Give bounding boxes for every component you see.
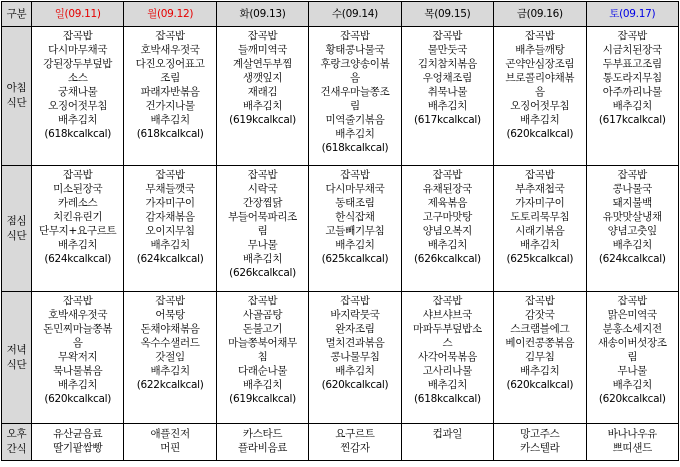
menu-item: (625kcalkcal) xyxy=(506,253,574,265)
menu-item: 카스텔라 xyxy=(520,442,560,454)
menu-item: 시락국 xyxy=(247,183,278,195)
menu-item: 후랑크양송이볶 xyxy=(320,58,390,70)
snack-cell-day-6 xyxy=(586,424,678,461)
menu-item: 새송이버섯장조 xyxy=(597,337,667,349)
menu-item: 소스 xyxy=(67,72,88,84)
lunch-label-line: 식단 xyxy=(6,229,27,242)
dinner-cell-day-4 xyxy=(401,292,493,424)
menu-item: 김무침 xyxy=(525,351,555,363)
menu-item: 물만둣국 xyxy=(427,44,468,56)
menu-item: 카스타드 xyxy=(242,428,283,440)
menu-item: 부추재첩국 xyxy=(515,183,565,195)
menu-item: 콩나물국 xyxy=(612,183,652,195)
menu-item: 음 xyxy=(350,72,360,84)
menu-item: 돈불고기 xyxy=(242,323,283,335)
menu-item: 시금치된장국 xyxy=(602,44,662,56)
menu-item: 침 xyxy=(257,351,268,363)
menu-item: 배추김치 xyxy=(150,239,190,251)
menu-item: 림 xyxy=(350,100,360,112)
menu-item: 두부표고조림 xyxy=(602,58,662,70)
snack-row xyxy=(2,424,679,461)
lunch-cell-day-4 xyxy=(401,166,493,292)
menu-item: 황태콩나물국 xyxy=(325,44,385,56)
menu-item: 잡곡밥 xyxy=(340,295,370,307)
menu-item: 배추김치 xyxy=(520,239,560,251)
dinner-label-line: 저녁 xyxy=(6,343,27,356)
menu-item: 잡곡밥 xyxy=(525,295,555,307)
menu-item: (626kcalkcal) xyxy=(229,267,296,279)
day-header-sat: 토(09.17) xyxy=(586,2,678,27)
lunch-cell-day-0 xyxy=(32,166,124,292)
menu-item: 무왁저지 xyxy=(58,351,98,363)
menu-item: (620kcalkcal) xyxy=(321,379,389,391)
breakfast-cell-day-5 xyxy=(494,27,586,166)
menu-item: 다시마무채국 xyxy=(325,183,385,195)
menu-item: 림 xyxy=(627,351,638,363)
dinner-label-line: 식단 xyxy=(6,358,27,371)
menu-item: 오징어젓무침 xyxy=(48,100,108,112)
menu-item: 배추김치 xyxy=(58,239,98,251)
dinner-row xyxy=(2,292,679,424)
menu-item: 고구마맛탕 xyxy=(422,211,472,223)
menu-item: 바나나우유 xyxy=(607,428,657,440)
menu-item: (620kcalkcal) xyxy=(598,393,666,405)
menu-item: 배추김치 xyxy=(335,239,375,251)
lunch-cell-day-2 xyxy=(216,166,308,292)
menu-item: 잡곡밥 xyxy=(617,169,648,181)
menu-item: 마파두부덮밥소 xyxy=(412,323,482,335)
menu-item: 가자미구이 xyxy=(515,197,565,209)
menu-item: (622kcalkcal) xyxy=(136,379,204,391)
menu-item: 동태조림 xyxy=(335,197,375,209)
day-header-wed: 수(09.14) xyxy=(309,2,401,27)
menu-item: 사골곰탕 xyxy=(242,309,283,321)
menu-item: 콩나물무침 xyxy=(330,351,380,363)
menu-item: 잡곡밥 xyxy=(617,30,648,42)
menu-item: 찐감자 xyxy=(340,442,370,454)
menu-item: 제육볶음 xyxy=(427,197,468,209)
menu-item: 고사리나물 xyxy=(422,365,472,377)
menu-item: 잡곡밥 xyxy=(340,30,370,42)
menu-item: 취묵나물 xyxy=(427,86,468,98)
snack-label xyxy=(2,424,32,461)
lunch-row xyxy=(2,166,679,292)
menu-item: 마늘쫑북어채무 xyxy=(228,337,297,349)
menu-item: (620kcalkcal) xyxy=(506,379,574,391)
menu-item: (624kcalkcal) xyxy=(598,253,666,265)
dinner-cell-day-0 xyxy=(32,292,124,424)
menu-item: 배추김치 xyxy=(58,379,98,391)
menu-item: 묵나물볶음 xyxy=(53,365,103,377)
dinner-cell-day-5 xyxy=(494,292,586,424)
lunch-cell-day-5 xyxy=(494,166,586,292)
menu-item: 배추김치 xyxy=(612,100,652,112)
menu-item: 유채된장국 xyxy=(422,183,472,195)
menu-item: (618kcalkcal) xyxy=(44,128,112,140)
corner-header: 구분 xyxy=(2,2,32,27)
menu-item: 양념오복지 xyxy=(422,225,472,237)
menu-item: (625kcalkcal) xyxy=(321,253,389,265)
menu-item: 잡곡밥 xyxy=(247,169,278,181)
dinner-label xyxy=(2,292,32,424)
day-header-thu: 목(09.15) xyxy=(401,2,493,27)
menu-item: 잡곡밥 xyxy=(247,30,278,42)
menu-item: 배추김치 xyxy=(335,365,375,377)
menu-item: 궁채나물 xyxy=(58,86,98,98)
menu-item: 건가지나물 xyxy=(145,100,195,112)
day-header-fri: 금(09.16) xyxy=(494,2,586,27)
snack-cell-day-1 xyxy=(124,424,216,461)
menu-item: 호박새우젓국 xyxy=(48,309,108,321)
menu-item: 우엉채조림 xyxy=(422,72,472,84)
menu-item: (617kcalkcal) xyxy=(414,114,481,126)
menu-item: 생깻잎지 xyxy=(242,72,283,84)
breakfast-cell-day-6 xyxy=(586,27,678,166)
menu-item: 고들빼기무침 xyxy=(325,225,385,237)
snack-label-line: 간식 xyxy=(6,443,27,455)
menu-item: (618kcalkcal) xyxy=(136,128,204,140)
menu-item: 잡곡밥 xyxy=(432,30,463,42)
menu-item: 무나물 xyxy=(617,365,648,377)
menu-item: 미소된장국 xyxy=(53,183,103,195)
menu-item: 컵과일 xyxy=(432,428,463,440)
menu-item: 멸치견과볶음 xyxy=(325,337,385,349)
menu-item: 애플진저 xyxy=(150,428,190,440)
snack-label-line: 오후 xyxy=(6,428,27,440)
menu-item: 카레소스 xyxy=(58,197,98,209)
menu-item: 오이지무침 xyxy=(145,225,195,237)
menu-item: 딸기팥쌈빵 xyxy=(53,442,103,454)
menu-item: 배추김치 xyxy=(242,100,283,112)
menu-item: 배추김치 xyxy=(427,379,468,391)
menu-item: 돈민찌마늘쫑볶 xyxy=(43,323,113,335)
menu-item: 샤브샤브국 xyxy=(422,309,472,321)
snack-cell-day-5 xyxy=(494,424,586,461)
menu-item: 망고주스 xyxy=(520,428,560,440)
menu-item: 무채들깻국 xyxy=(145,183,195,195)
breakfast-cell-day-4 xyxy=(401,27,493,166)
menu-item: 무나물 xyxy=(247,239,278,251)
menu-item: (618kcalkcal) xyxy=(414,393,481,405)
menu-item: 갓절임 xyxy=(155,351,185,363)
menu-item: 아주까리나물 xyxy=(602,86,662,98)
menu-item: 단무지+요구르트 xyxy=(39,225,117,237)
menu-item: 부들어묵파리조 xyxy=(228,211,297,223)
menu-item: 어묵탕 xyxy=(155,309,185,321)
menu-item: 잡곡밥 xyxy=(155,295,185,307)
menu-item: 완자조림 xyxy=(335,323,375,335)
menu-item: 조림 xyxy=(160,72,180,84)
menu-item: 림 xyxy=(257,225,268,237)
menu-item: 잡곡밥 xyxy=(155,30,185,42)
menu-item: 건새우마늘쫑조 xyxy=(320,86,390,98)
menu-item: 곤약안심장조림 xyxy=(505,58,575,70)
menu-item: 잡곡밥 xyxy=(62,169,93,181)
menu-item: 잡곡밥 xyxy=(432,169,463,181)
menu-item: 맑은미역국 xyxy=(607,309,657,321)
menu-item: (619kcalkcal) xyxy=(229,114,296,126)
menu-item: 배추김치 xyxy=(520,365,560,377)
breakfast-label-line: 식단 xyxy=(6,97,27,109)
menu-item: 감자채볶음 xyxy=(145,211,195,223)
breakfast-cell-day-1 xyxy=(124,27,216,166)
menu-item: 머핀 xyxy=(160,442,180,454)
menu-item: (619kcalkcal) xyxy=(229,393,296,405)
menu-item: 통도라지무침 xyxy=(602,72,662,84)
day-header-tue: 화(09.13) xyxy=(216,2,308,27)
menu-item: 바지락뭇국 xyxy=(330,309,380,321)
snack-cell-day-2 xyxy=(216,424,308,461)
menu-item: (618kcalkcal) xyxy=(321,142,389,154)
menu-item: 배추김치 xyxy=(612,239,652,251)
menu-item: 음 xyxy=(534,86,545,98)
menu-item: 배추김치 xyxy=(150,365,190,377)
snack-cell-day-0 xyxy=(32,424,124,461)
menu-item: 배추김치 xyxy=(520,114,560,126)
menu-item: 간장찜닭 xyxy=(242,197,283,209)
menu-item: 배추김치 xyxy=(612,379,652,391)
menu-item: 요구르트 xyxy=(335,428,375,440)
menu-item: 치킨유린기 xyxy=(53,211,103,223)
menu-item: 재래김 xyxy=(247,86,278,98)
lunch-cell-day-3 xyxy=(309,166,401,292)
menu-item: 베이컨콩쫑볶음 xyxy=(505,337,575,349)
menu-item: 배추김치 xyxy=(150,114,190,126)
menu-item: 잡곡밥 xyxy=(617,295,648,307)
menu-item: (624kcalkcal) xyxy=(136,253,204,265)
menu-item: 음 xyxy=(72,337,83,349)
menu-item: 플라비음료 xyxy=(237,442,288,454)
menu-item: 쁘띠샌드 xyxy=(612,442,652,454)
menu-item: 다래순나물 xyxy=(237,365,288,377)
lunch-label xyxy=(2,166,32,292)
lunch-cell-day-6 xyxy=(586,166,678,292)
menu-item: 다진오징어표고 xyxy=(135,58,205,70)
menu-item: 유맛맛살냉채 xyxy=(602,211,662,223)
breakfast-label-line: 아침 xyxy=(6,82,27,94)
menu-item: 배추들깨탕 xyxy=(515,44,565,56)
menu-item: (624kcalkcal) xyxy=(44,253,112,265)
menu-item: 배추김치 xyxy=(427,100,468,112)
dinner-cell-day-1 xyxy=(124,292,216,424)
menu-item: 스 xyxy=(442,337,453,349)
menu-item: (617kcalkcal) xyxy=(598,114,666,126)
menu-item: 잡곡밥 xyxy=(525,169,555,181)
menu-item: 파래자반볶음 xyxy=(140,86,200,98)
menu-item: 잡곡밥 xyxy=(62,295,93,307)
menu-item: 돼지불백 xyxy=(612,197,652,209)
menu-item: 잡곡밥 xyxy=(525,30,555,42)
breakfast-cell-day-0 xyxy=(32,27,124,166)
menu-item: 다시마무채국 xyxy=(48,44,108,56)
header-row xyxy=(2,2,679,27)
menu-item: 옥수수샐러드 xyxy=(140,337,200,349)
menu-item: 한식잡채 xyxy=(335,211,375,223)
dinner-cell-day-3 xyxy=(309,292,401,424)
menu-item: 가자미구이 xyxy=(145,197,195,209)
day-header-mon: 월(09.12) xyxy=(124,2,216,27)
menu-item: 배추김치 xyxy=(242,379,283,391)
menu-item: 유산균음료 xyxy=(53,428,103,440)
menu-item: (620kcalkcal) xyxy=(44,393,112,405)
menu-item: 사각어묵볶음 xyxy=(417,351,477,363)
menu-item: 돈채야채볶음 xyxy=(140,323,200,335)
breakfast-row xyxy=(2,27,679,166)
menu-item: 호박새우젓국 xyxy=(140,44,200,56)
menu-item: 강된장두부덮밥 xyxy=(43,58,113,70)
menu-item: 계살연두부찜 xyxy=(233,58,293,70)
menu-item: 배추김치 xyxy=(427,239,468,251)
menu-item: 잡곡밥 xyxy=(432,295,463,307)
menu-item: 잡곡밥 xyxy=(155,169,185,181)
breakfast-label xyxy=(2,27,32,166)
menu-item: 잡곡밥 xyxy=(62,30,93,42)
menu-item: 배추김치 xyxy=(242,253,283,265)
menu-item: 양념고춧잎 xyxy=(607,225,657,237)
breakfast-cell-day-2 xyxy=(216,27,308,166)
dinner-cell-day-2 xyxy=(216,292,308,424)
menu-item: (626kcalkcal) xyxy=(414,253,481,265)
menu-item: 배추김치 xyxy=(58,114,98,126)
menu-item: 도토리묵무침 xyxy=(510,211,570,223)
menu-item: 오징어젓무침 xyxy=(510,100,570,112)
menu-item: 브로콜리야채볶 xyxy=(505,72,575,84)
snack-cell-day-4 xyxy=(401,424,493,461)
weekly-meal-table xyxy=(1,1,679,461)
menu-item: 들깨미역국 xyxy=(237,44,288,56)
menu-item: 분홍소세지전 xyxy=(602,323,662,335)
menu-item: 김치참치볶음 xyxy=(417,58,477,70)
menu-item: 잡곡밥 xyxy=(247,295,278,307)
menu-item: 스크램블에그 xyxy=(510,323,570,335)
lunch-cell-day-1 xyxy=(124,166,216,292)
dinner-cell-day-6 xyxy=(586,292,678,424)
menu-item: 미역줄기볶음 xyxy=(325,114,385,126)
menu-item: 감잣국 xyxy=(525,309,555,321)
day-header-sun: 일(09.11) xyxy=(32,2,124,27)
lunch-label-line: 점심 xyxy=(6,214,27,227)
snack-cell-day-3 xyxy=(309,424,401,461)
menu-item: 시래기볶음 xyxy=(515,225,565,237)
menu-item: (620kcalkcal) xyxy=(506,128,574,140)
breakfast-cell-day-3 xyxy=(309,27,401,166)
menu-item: 배추김치 xyxy=(335,128,375,140)
menu-item: 잡곡밥 xyxy=(340,169,370,181)
